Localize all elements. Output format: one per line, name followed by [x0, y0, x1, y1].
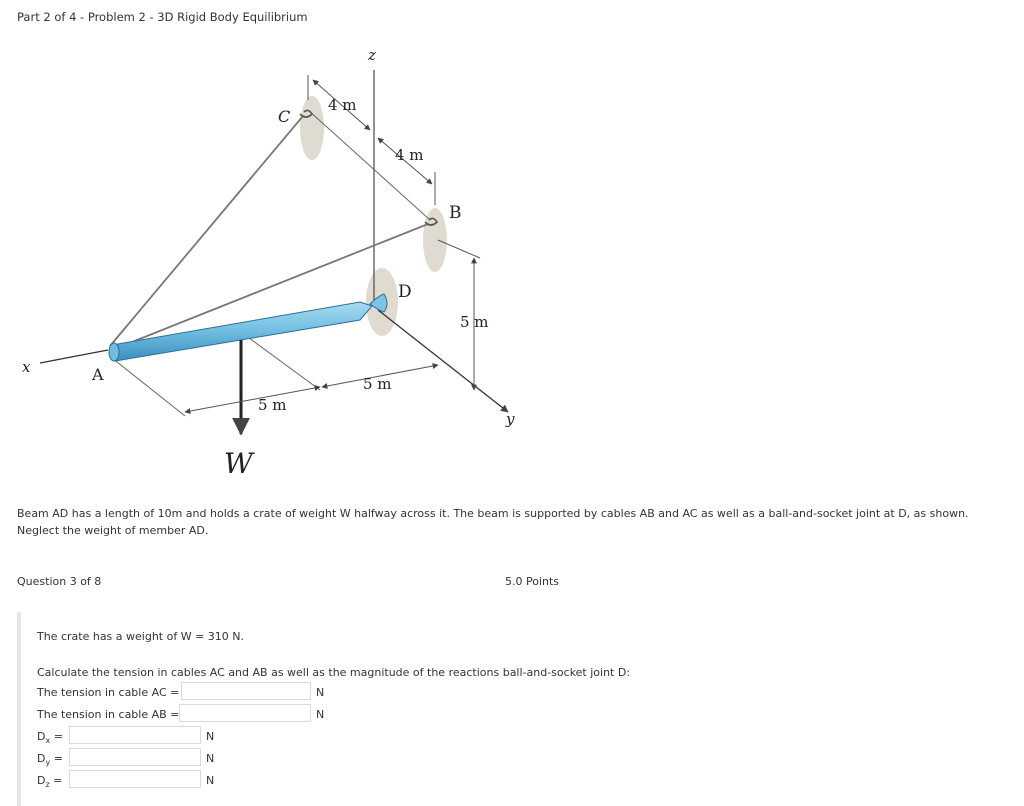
label-5m-right: 5 m	[460, 313, 489, 331]
tab-unit: N	[316, 708, 325, 721]
label-d: D	[398, 282, 412, 302]
dy-unit: N	[206, 752, 215, 765]
label-5m-mid: 5 m	[363, 375, 392, 393]
floor-line-a	[112, 358, 185, 416]
label-4m-top: 4 m	[328, 96, 357, 114]
page-title: Part 2 of 4 - Problem 2 - 3D Rigid Body Equilibrium	[17, 10, 308, 24]
label-w: W	[224, 447, 253, 480]
dy-input[interactable]	[69, 748, 201, 766]
label-a: A	[92, 365, 104, 384]
dz-input[interactable]	[69, 770, 201, 788]
label-x: x	[22, 358, 31, 376]
question-points: 5.0 Points	[505, 575, 560, 588]
tac-label: The tension in cable AC =	[37, 686, 180, 699]
beam-end-a	[109, 343, 119, 361]
label-b: B	[449, 203, 462, 223]
label-z: z	[368, 46, 376, 64]
prompt-text: Calculate the tension in cables AC and AB as well as the magnitude of the reactions ball-and-socket joint D:	[37, 666, 631, 679]
dx-label: $D_x$ =	[37, 730, 63, 746]
tac-unit: N	[316, 686, 325, 699]
problem-figure	[0, 40, 620, 480]
label-y: y	[506, 410, 515, 428]
question-number: Question 3 of 8	[17, 575, 102, 588]
question-panel	[17, 612, 1011, 806]
label-5m-left: 5 m	[258, 396, 287, 414]
dy-label: $D_y$ =	[37, 752, 63, 768]
x-axis	[40, 350, 108, 363]
dim-5m-left	[185, 387, 320, 412]
tab-input[interactable]	[179, 704, 311, 722]
label-4m-mid: 4 m	[395, 146, 424, 164]
label-c: C	[278, 107, 291, 126]
dz-unit: N	[206, 774, 215, 787]
dz-label: $D_z$ =	[37, 774, 63, 790]
problem-description: Beam AD has a length of 10m and holds a crate of weight W halfway across it. The beam is supported by cables AB and AC as well as a ball-and-socket joint at D, as shown. Neglect the weight of member AD.	[17, 507, 969, 537]
shadow-c	[300, 96, 324, 160]
wall-edge	[308, 110, 430, 220]
given-text: The crate has a weight of W = 310 N.	[37, 630, 245, 643]
floor-line-mid	[245, 335, 320, 390]
dx-unit: N	[206, 730, 215, 743]
dx-input[interactable]	[69, 726, 201, 744]
tac-input[interactable]	[181, 682, 311, 700]
tab-label: The tension in cable AB =	[37, 708, 180, 721]
